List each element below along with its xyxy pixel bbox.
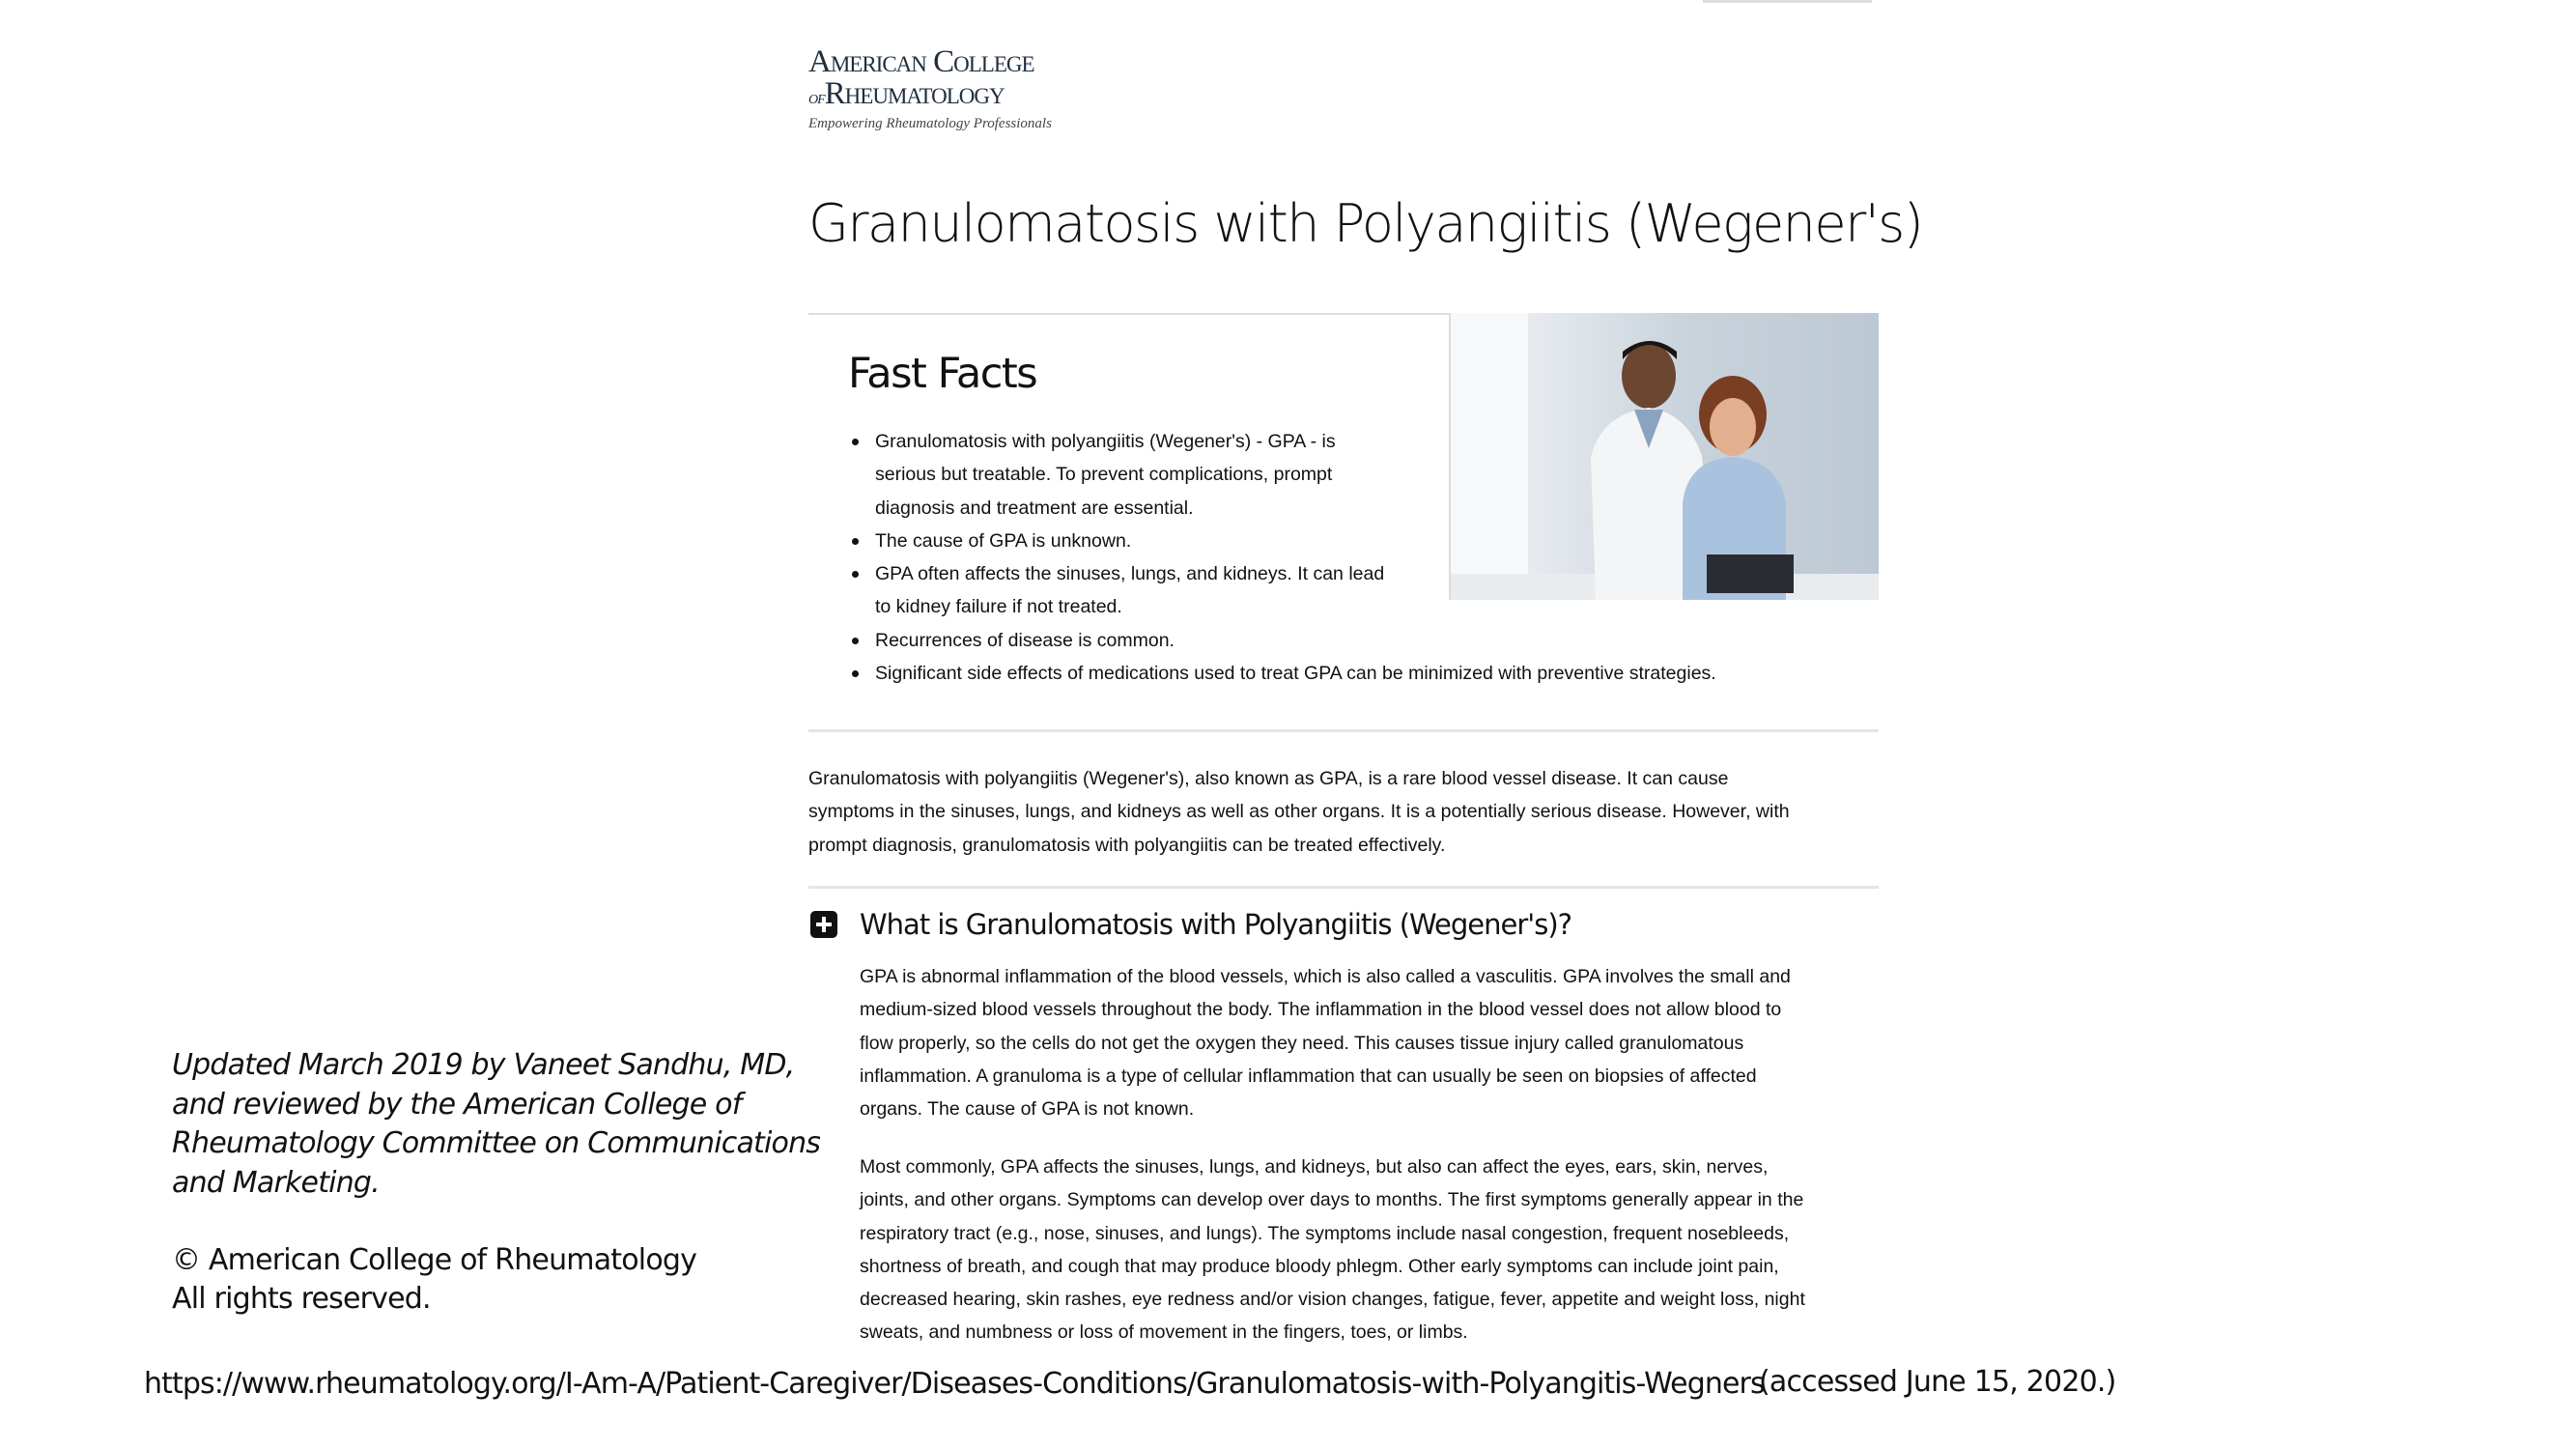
update-note: Updated March 2019 by Vaneet Sandhu, MD, and reviewed by the American College of Rheumatology Committee on Communications and Marketing. [172,1048,821,1200]
fast-fact-item: Recurrences of disease is common. [850,624,1716,657]
expand-plus-icon[interactable] [810,911,837,938]
section-paragraph: Most commonly, GPA affects the sinuses, lungs, and kidneys, but also can affect the eyes, ears, skin, nerves, joints, and other organs. Symptoms can develop over days to months. The first symptoms generally appear in the respiratory tract (e.g., nose, sinuses, and lungs). The symptoms include nasal congestion, frequent nosebleeds, shortness of breath, and cough that may produce bloody phlegm. Other early symptoms can include joint pain, decreased hearing, skin rashes, eye redness and/or vision changes, fatigue, fever, appetite and weight loss, night sweats, and numbness or loss of movement in the fingers, toes, or limbs. [860,1156,1805,1344]
fast-facts-heading: Fast Facts [848,350,1037,398]
source-url[interactable]: https://www.rheumatology.org/I-Am-A/Patient-Caregiver/Diseases-Conditions/Granulomatosis-with-Polyangitis-Wegners [144,1367,1765,1401]
doctor-patient-photo [1451,313,1879,600]
fast-fact-item: GPA often affects the sinuses, lungs, and kidneys. It can lead to kidney failure if not treated. [850,557,1716,624]
fast-fact-item: Significant side effects of medications used to treat GPA can be minimized with preventive strategies. [850,657,1716,690]
divider [1703,0,1872,3]
intro-paragraph: Granulomatosis with polyangiitis (Wegener's), also known as GPA, is a rare blood vessel disease. It can cause symptoms in the sinuses, lungs, and kidneys as well as other organs. It is a potentially serious disease. However, with prompt diagnosis, granulomatosis with polyangiitis can be treated effectively. [808,768,1790,856]
section-paragraph: GPA is abnormal inflammation of the blood vessels, which is also called a vasculitis. GPA involves the small and medium-sized blood vessels throughout the body. The inflammation in the blood vessel does not allow blood to flow properly, so the cells do not get the oxygen they need. This causes tissue injury called granulomatous inflammation. A granuloma is a type of cellular inflammation that can usually be seen on biopsies of affected organs. The cause of GPA is not known. [860,966,1791,1121]
fast-fact-item: The cause of GPA is unknown. [850,525,1716,557]
acr-logo: American College ofRheumatology Empowering Rheumatology Professionals [808,44,1052,131]
accessed-date: (accessed June 15, 2020.) [1759,1365,2116,1399]
copyright-notice: © American College of Rheumatology All rights reserved. [172,1243,697,1316]
divider [808,729,1879,732]
page-title: Granulomatosis with Polyangiitis (Wegener's) [808,193,1923,254]
divider [808,886,1879,889]
section-heading-what-is-gpa[interactable]: What is Granulomatosis with Polyangiitis (Wegener's)? [860,908,1572,941]
fast-fact-item: Granulomatosis with polyangiitis (Wegener's) - GPA - is serious but treatable. To prevent complications, prompt diagnosis and treatment are essential. [850,425,1716,525]
fast-facts-border [808,313,1450,315]
